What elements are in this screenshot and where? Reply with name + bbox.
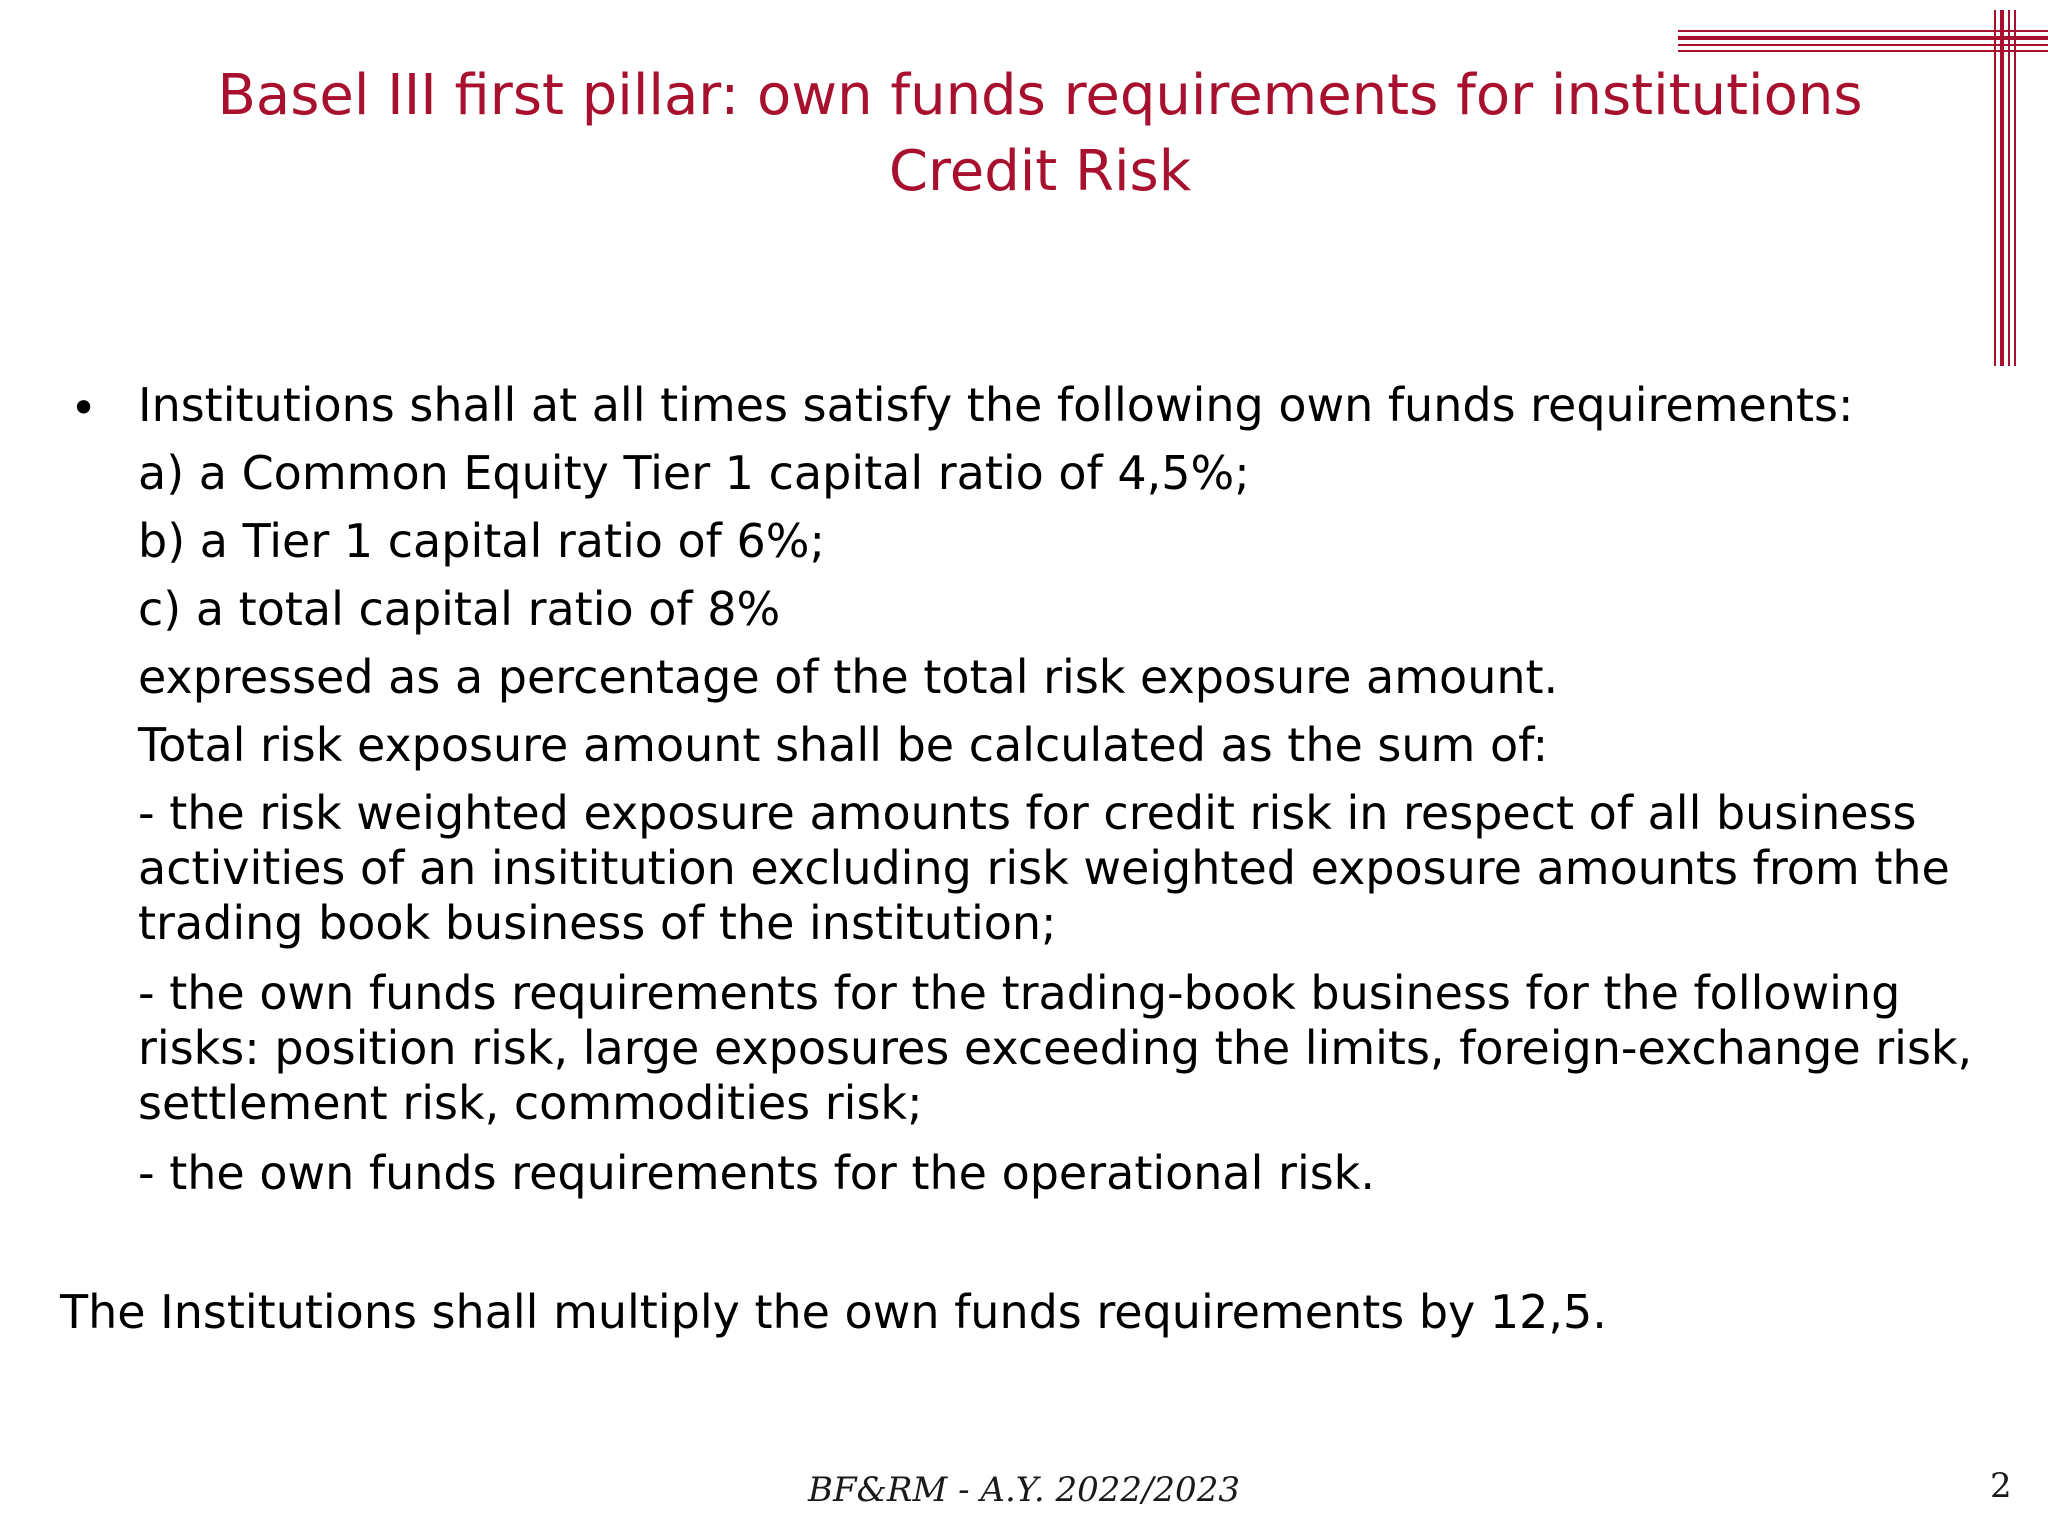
closing-statement: The Institutions shall multiply the own funds requirements by 12,5. (60, 1285, 1607, 1339)
slide-subtitle: Credit Risk (888, 139, 1192, 204)
body-line-trading-book: - the own funds requirements for the trading-book business for the following risks: position risk, large exposures exceeding the limits, foreign-exchange risk, settlement risk, commodities risk; (138, 966, 1973, 1130)
body-line-tier1: b) a Tier 1 capital ratio of 6%; (138, 514, 825, 568)
body-line-cet1: a) a Common Equity Tier 1 capital ratio of 4,5%; (138, 446, 1250, 500)
body-line-total-risk: Total risk exposure amount shall be calculated as the sum of: (138, 718, 1549, 772)
slide-title: Basel III first pillar: own funds requirements for institutions (217, 63, 1863, 128)
bullet-marker: • (70, 381, 98, 435)
page-number: 2 (1990, 1466, 2012, 1506)
slide-footer: BF&RM - A.Y. 2022/2023 (808, 1470, 1240, 1510)
body-line-expressed: expressed as a percentage of the total risk exposure amount. (138, 650, 1559, 704)
body-line-credit-risk: - the risk weighted exposure amounts for credit risk in respect of all business activities of an insititution excluding risk weighted exposure amounts from the trading book business of the institution; (138, 786, 1950, 950)
body-line-operational-risk: - the own funds requirements for the operational risk. (138, 1146, 1375, 1200)
body-line-intro: Institutions shall at all times satisfy the following own funds requirements: (138, 378, 1854, 432)
body-line-total-capital: c) a total capital ratio of 8% (138, 582, 781, 636)
